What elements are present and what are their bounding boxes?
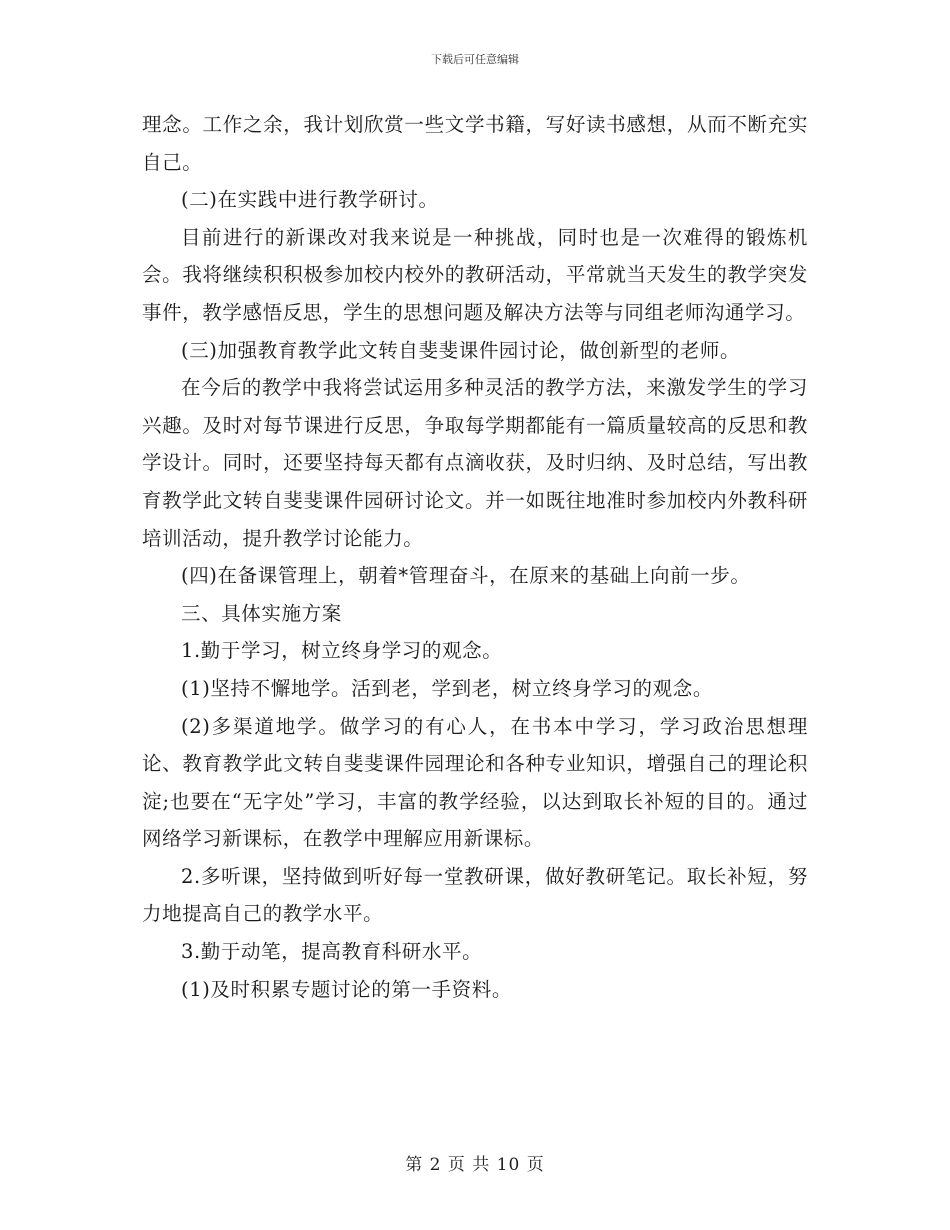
paragraph-2: (二)在实践中进行教学研讨。 — [181, 188, 439, 212]
page-header-note: 下载后可任意编辑 — [431, 53, 519, 66]
section-heading-3: 三、具体实施方案 — [181, 601, 342, 625]
paragraph-13: (1)及时积累专题讨论的第一手资料。 — [181, 977, 512, 1001]
paragraph-12: 3.勤于动笔，提高教育科研水平。 — [181, 940, 483, 964]
page-number-footer: 第 2 页 共 10 页 — [405, 1155, 545, 1175]
paragraph-11: 2.多听课，坚持做到听好每一堂教研课，做好教研笔记。取长补短，努力地提高自己的教学水平。 — [142, 864, 808, 926]
paragraph-1: 理念。工作之余，我计划欣赏一些文学书籍，写好读书感想，从而不断充实自己。 — [142, 113, 808, 174]
paragraph-8: 1.勤于学习，树立终身学习的观念。 — [181, 639, 503, 663]
document-body — [142, 106, 808, 1008]
paragraph-4: (三)加强教育教学此文转自斐斐课件园讨论，做创新型的老师。 — [181, 338, 741, 362]
paragraph-3: 目前进行的新课改对我来说是一种挑战，同时也是一次难得的锻炼机会。我将继续积积极参加校内校外的教研活动，平常就当天发生的教学突发事件，教学感悟反思，学生的思想问题及解决方法等与同组老师沟通学习。 — [142, 225, 808, 324]
paragraph-6: (四)在备课管理上，朝着*管理奋斗，在原来的基础上向前一步。 — [181, 564, 751, 588]
paragraph-10: (2)多渠道地学。做学习的有心人，在书本中学习，学习政治思想理论、教育教学此文转自斐斐课件园理论和各种专业知识，增强自己的理论积淀;也要在“无字处”学习，丰富的教学经验，以达到取长补短的目的。通过网络学习新课标，在教学中理解应用新课标。 — [142, 714, 808, 851]
paragraph-9: (1)坚持不懈地学。活到老，学到老，树立终身学习的观念。 — [181, 676, 713, 700]
paragraph-5: 在今后的教学中我将尝试运用多种灵活的教学方法，来激发学生的学习兴趣。及时对每节课进行反思，争取每学期都能有一篇质量较高的反思和教学设计。同时，还要坚持每天都有点滴收获，及时归纳、及时总结，写出教育教学此文转自斐斐课件园研讨论文。并一如既往地准时参加校内外教科研培训活动，提升教学讨论能力。 — [142, 376, 808, 550]
